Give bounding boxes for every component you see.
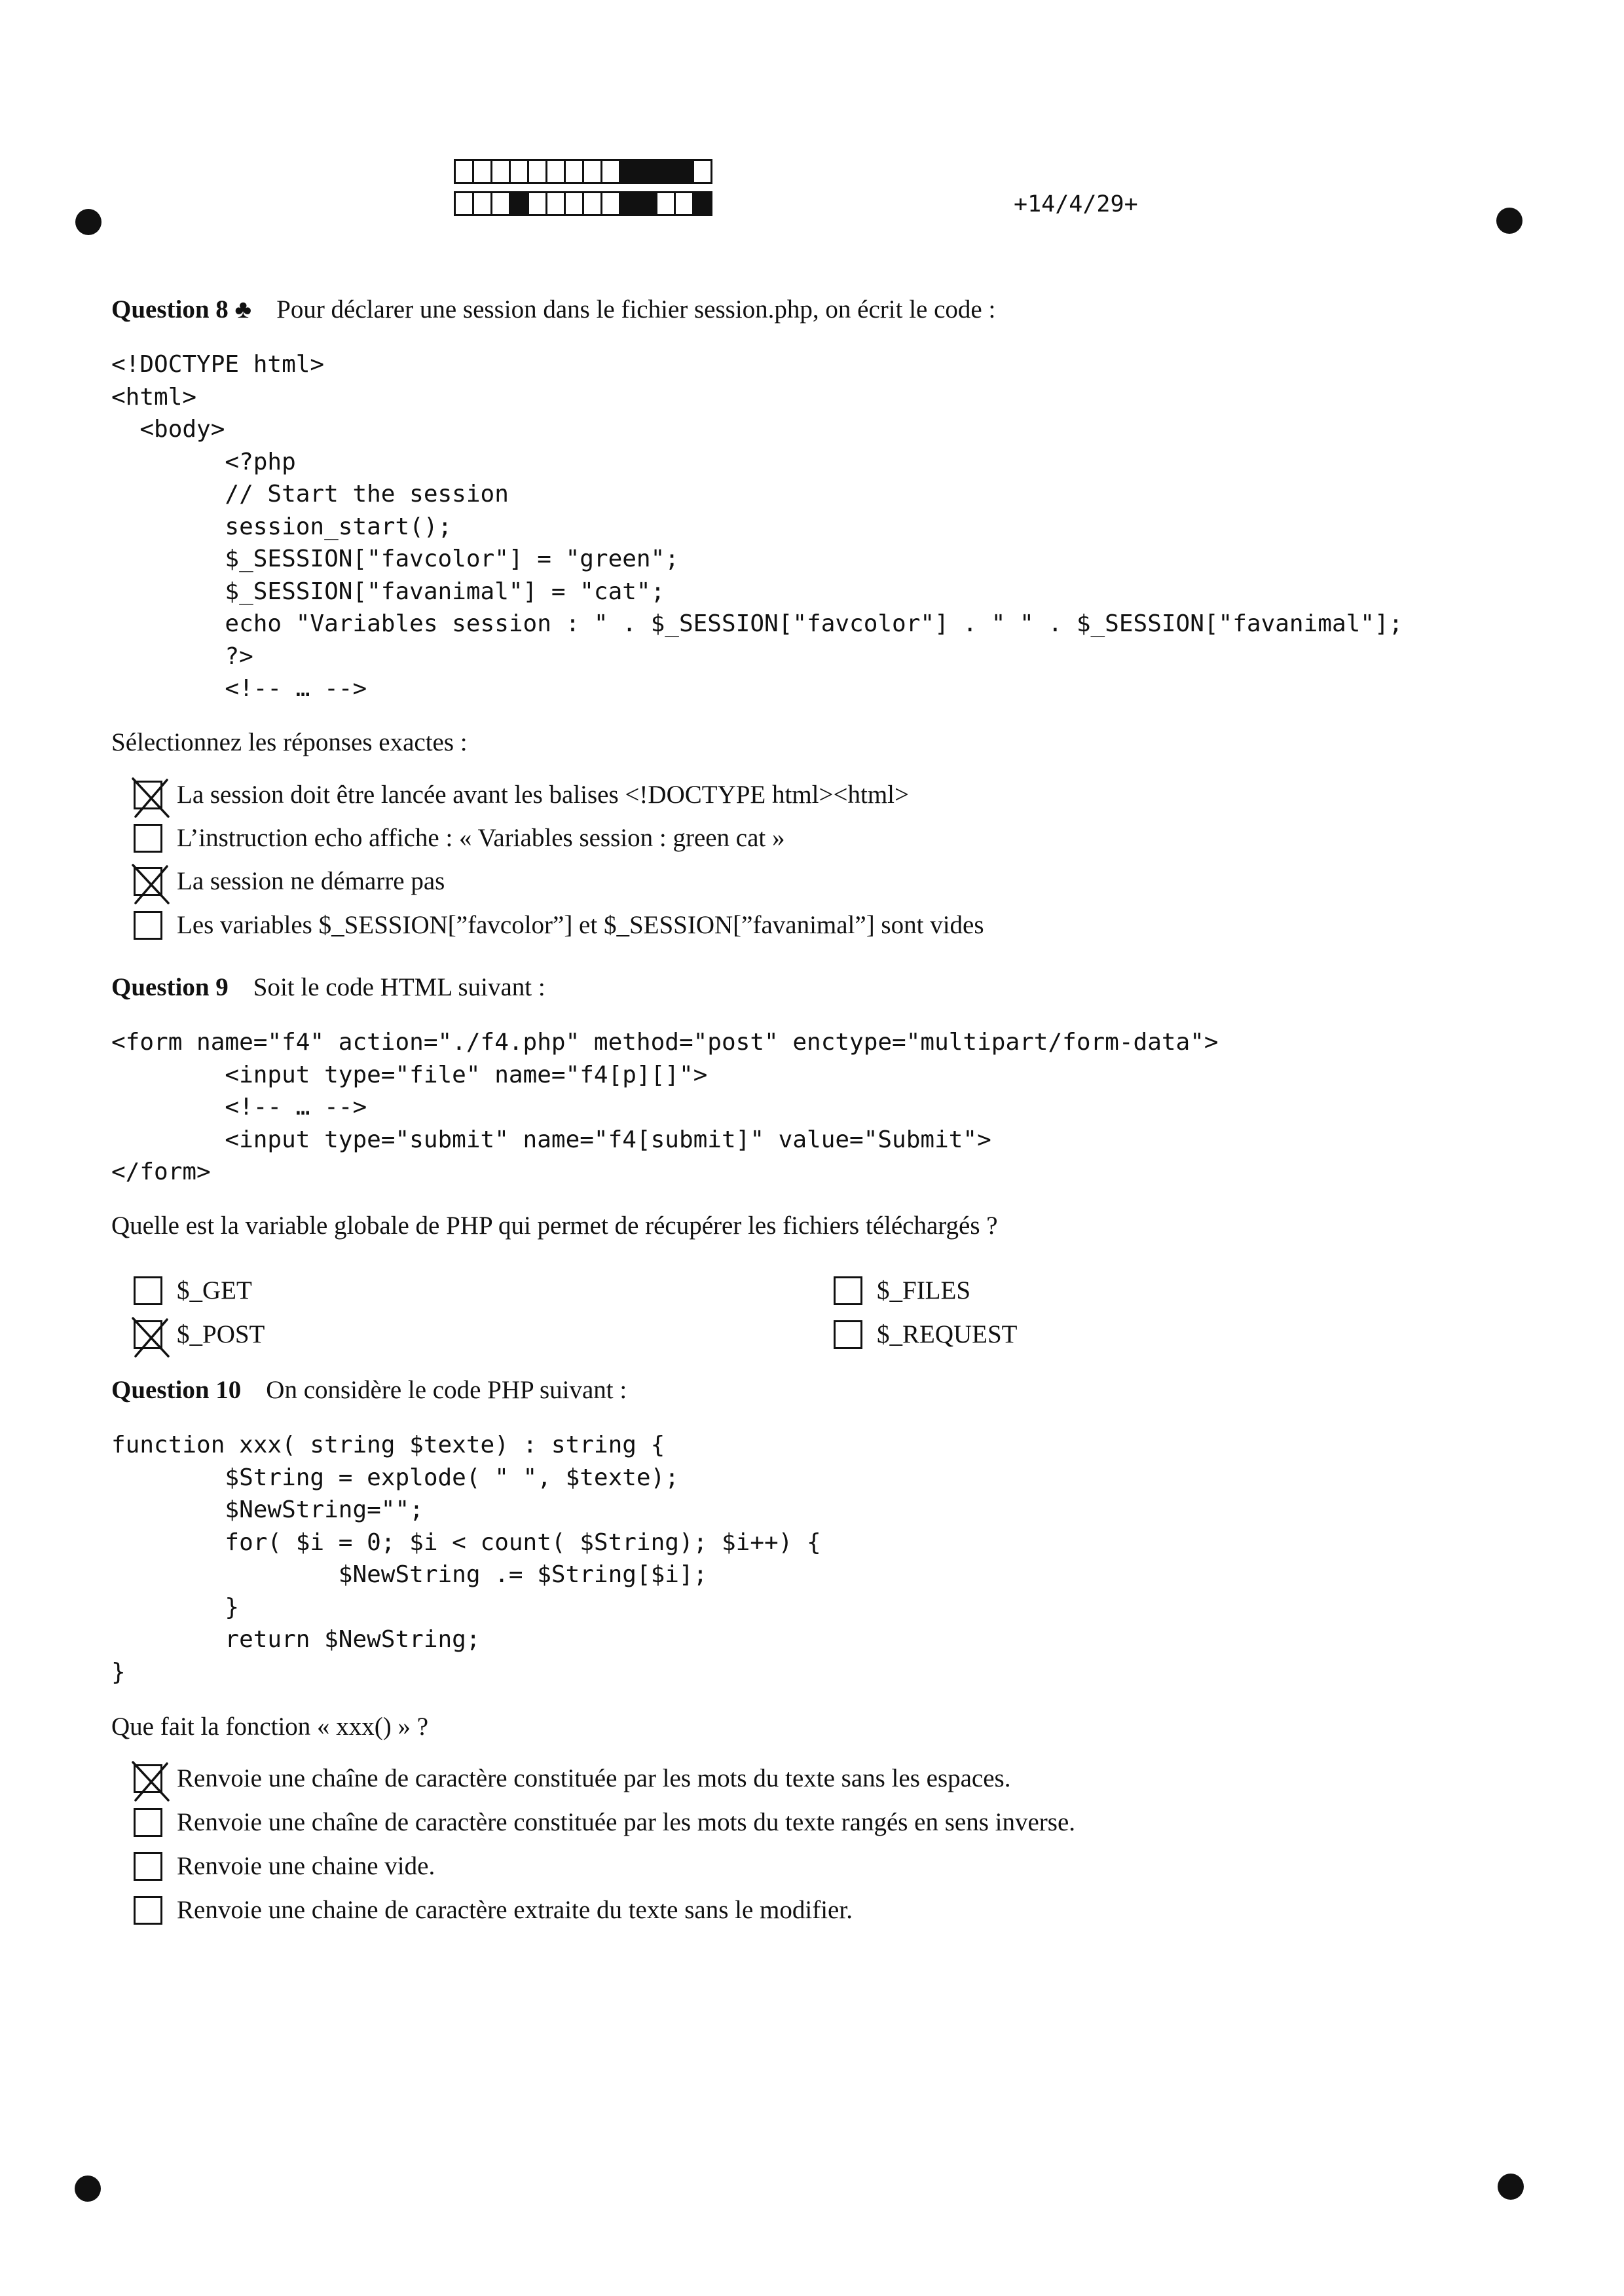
- option-label: La session ne démarre pas: [177, 867, 445, 895]
- option-label: Les variables $_SESSION[”favcolor”] et $_SESSION[”favanimal”] sont vides: [177, 911, 984, 939]
- option-label: $_GET: [177, 1276, 252, 1305]
- registration-dot-top-right: [1496, 208, 1522, 234]
- question-10-option-4[interactable]: [134, 1895, 853, 1925]
- barcode-cell: [619, 191, 639, 216]
- barcode-cell: [454, 191, 474, 216]
- answer-checkbox[interactable]: [834, 1276, 862, 1305]
- question-10-label: Question 10: [111, 1376, 242, 1404]
- barcode-cell: [674, 159, 694, 184]
- option-label: La session doit être lancée avant les balises <!DOCTYPE html><html>: [177, 781, 909, 809]
- question-8-option-2[interactable]: [134, 823, 785, 853]
- barcode-cell: [674, 191, 694, 216]
- barcode-cell: [637, 191, 657, 216]
- barcode-cell: [600, 191, 621, 216]
- question-10-option-2[interactable]: [134, 1807, 1075, 1837]
- option-label: Renvoie une chaine de caractère extraite du texte sans le modifier.: [177, 1896, 853, 1924]
- cross-mark-icon: [129, 1760, 171, 1802]
- barcode-cell: [509, 191, 529, 216]
- question-9-option-get[interactable]: [134, 1276, 252, 1305]
- barcode-cell: [655, 159, 676, 184]
- barcode-cell: [527, 159, 547, 184]
- barcode-cell: [472, 159, 492, 184]
- barcode-cell: [600, 159, 621, 184]
- barcode-cell: [490, 191, 511, 216]
- answer-checkbox[interactable]: [134, 911, 162, 940]
- option-label: L’instruction echo affiche : « Variables session : green cat »: [177, 824, 785, 852]
- barcode-cell: [619, 159, 639, 184]
- registration-dot-bottom-left: [75, 2176, 101, 2202]
- barcode-cell: [692, 191, 712, 216]
- question-9-prompt: Quelle est la variable globale de PHP qui permet de récupérer les fichiers téléchargés ?: [111, 1212, 998, 1240]
- barcode-cell: [637, 159, 657, 184]
- barcode-cell: [454, 159, 474, 184]
- question-8-code: <!DOCTYPE html> <html> <body> <?php // Start the session session_start(); $_SESSION["favcolor"] = "green"; $_SESSION["favanimal"] = "cat"; echo "Variables session : " . $_SESSION["favcolor"] . " " . $_SESSION["favanimal"]; ?> <!-- … -->: [111, 351, 1403, 702]
- question-9-option-post[interactable]: [134, 1320, 265, 1349]
- answer-checkbox[interactable]: [134, 1764, 162, 1793]
- question-8-label: Question 8 ♣: [111, 295, 252, 324]
- question-9-code: <form name="f4" action="./f4.php" method="post" enctype="multipart/form-data"> <input type="file" name="f4[p][]"> <!-- … --> <input type="submit" name="f4[submit]" value="Submit"> </form>: [111, 1029, 1219, 1185]
- question-8-option-1[interactable]: [134, 780, 909, 809]
- question-8-header: [111, 295, 995, 324]
- barcode-cell: [692, 159, 712, 184]
- question-10-code: function xxx( string $texte) : string { $String = explode( " ", $texte); $NewString=""; for( $i = 0; $i < count( $String); $i++) { $NewString .= $String[$i]; } return $NewString; }: [111, 1432, 821, 1686]
- barcode-cell: [545, 191, 566, 216]
- answer-checkbox[interactable]: [134, 1852, 162, 1881]
- barcode-cell: [509, 159, 529, 184]
- question-9-text: Soit le code HTML suivant :: [253, 973, 545, 1001]
- option-label: Renvoie une chaîne de caractère constituée par les mots du texte rangés en sens inverse.: [177, 1808, 1076, 1836]
- answer-checkbox[interactable]: [134, 1276, 162, 1305]
- option-label: $_POST: [177, 1320, 265, 1348]
- cross-mark-icon: [129, 1316, 171, 1358]
- question-10-text: On considère le code PHP suivant :: [266, 1376, 627, 1404]
- question-10-prompt: Que fait la fonction « xxx() » ?: [111, 1713, 429, 1741]
- option-label: Renvoie une chaîne de caractère constituée par les mots du texte sans les espaces.: [177, 1764, 1011, 1792]
- cross-mark-icon: [129, 776, 171, 818]
- barcode-cell: [472, 191, 492, 216]
- barcode-cell: [564, 191, 584, 216]
- barcode-cell: [527, 191, 547, 216]
- option-label: Renvoie une chaine vide.: [177, 1852, 435, 1880]
- question-9-header: [111, 972, 545, 1002]
- question-8-text: Pour déclarer une session dans le fichier session.php, on écrit le code :: [276, 295, 996, 324]
- question-10-option-1[interactable]: [134, 1764, 1010, 1793]
- answer-checkbox[interactable]: [134, 824, 162, 853]
- page-id: +14/4/29+: [1014, 191, 1138, 217]
- barcode-cell: [564, 159, 584, 184]
- question-9-label: Question 9: [111, 973, 229, 1001]
- question-9-option-files[interactable]: [834, 1276, 970, 1305]
- answer-checkbox[interactable]: [134, 1808, 162, 1837]
- barcode-cell: [582, 191, 602, 216]
- answer-checkbox[interactable]: [134, 1896, 162, 1925]
- question-10-option-3[interactable]: [134, 1851, 435, 1881]
- barcode-cell: [655, 191, 676, 216]
- question-10-header: [111, 1375, 627, 1405]
- cross-mark-icon: [129, 862, 171, 904]
- question-8-option-3[interactable]: [134, 866, 445, 896]
- answer-checkbox[interactable]: [134, 1320, 162, 1349]
- answer-checkbox[interactable]: [134, 781, 162, 809]
- registration-dot-bottom-right: [1498, 2174, 1524, 2200]
- question-8-prompt: Sélectionnez les réponses exactes :: [111, 728, 468, 756]
- barcode-cell: [582, 159, 602, 184]
- question-8-option-4[interactable]: [134, 910, 984, 940]
- option-label: $_FILES: [877, 1276, 971, 1305]
- option-label: $_REQUEST: [877, 1320, 1018, 1348]
- question-9-option-request[interactable]: [834, 1320, 1018, 1349]
- answer-checkbox[interactable]: [134, 867, 162, 896]
- barcode-cell: [490, 159, 511, 184]
- registration-dot-top-left: [75, 209, 101, 235]
- page-barcode-row-1: [454, 159, 710, 184]
- page-barcode-row-2: [454, 191, 710, 216]
- barcode-cell: [545, 159, 566, 184]
- answer-checkbox[interactable]: [834, 1320, 862, 1349]
